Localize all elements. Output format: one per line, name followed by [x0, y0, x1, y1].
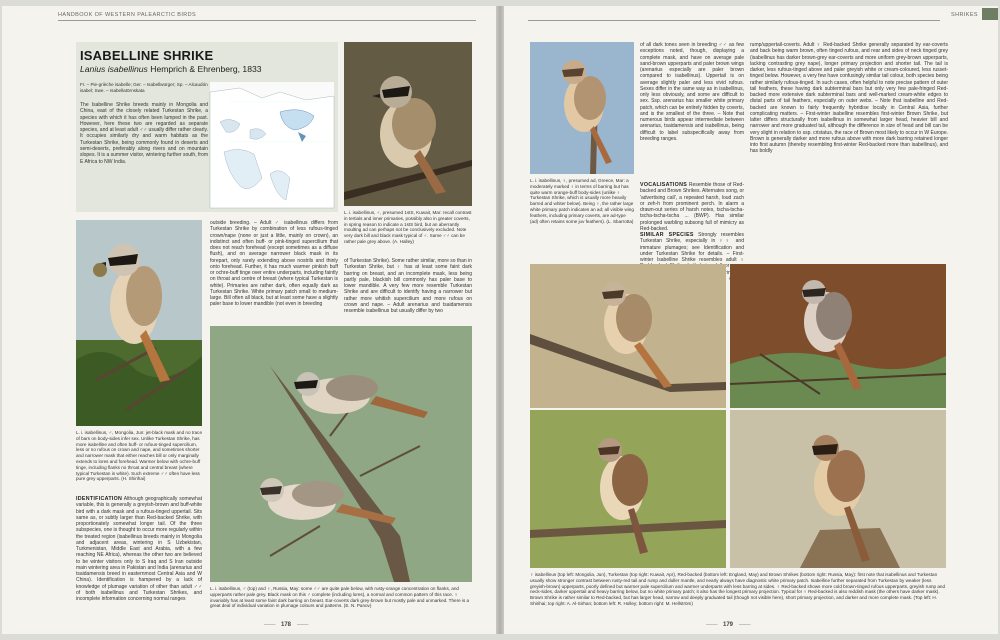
folio-178: 178 [281, 622, 292, 628]
section-tab [982, 8, 998, 20]
range-map-svg [210, 82, 334, 208]
similar-species-body: Strongly resembles Turkestan Shrike, especially in ♀♀ and immature plumages; see Identification and under Turkestan Shrike for details. – First-winter Isabelline Shrike resembles adult ♀ or [640, 232, 744, 270]
running-head-left: HANDBOOK OF WESTERN PALEARCTIC BIRDS [58, 12, 197, 18]
similar-species-text [640, 232, 744, 270]
species-alt-names: Fr. – Pie-grièche isabelle; Ger. – Isabellwürger; Sp. – Alcaudón isabel; Swe. – Isabellatörnskata [80, 82, 208, 93]
similar-species-heading: SIMILAR SPECIES [640, 232, 694, 238]
bird-photo-svg [530, 264, 726, 408]
right-page [504, 6, 998, 634]
identification-body: Although geographically somewhat variable, this is generally a greyish-brown and buff-white bird with a dark mask and a rufous-tinged uppertail. Sits same as, or subtly larger than Red-backed Shrike, with proportionately somewhat longer tail. Of the three subspecies, one is thought to occur more regularly within the treated region (isabellinus breeds mainly in Mongolia and adjacent areas, wintering in S Uzbekistan, Turkmenistan, Middle East and Arabia, with a few reaching NE Africa), whereas the other two are believed to be winter visitors only to S Iraq and S Iran outside main wintering area in Pakistan and India (arenarius and tsaidamensis breed in easternmost Central Asia and W China). Identification is hampered by a lack of knowledge of plumage variation of other than adult ♂♂ of both isabellinus and Turkestan Shrikes, and incomplete information concerning normal ranges [76, 496, 202, 602]
species-intro: The Isabelline Shrike breeds mainly in Mongolia and China, east of the closely related Turkestan Shrike, a species with which it has often been lumped in the past. However, here these two are regarded as separate species, and at least adult ♂♂ usually differ rather clearly. It occupies similarly dry and warm habitats as the Turkestan Shrike, being commonly found in deserts and semi-deserts, preferably along rivers and on mountain slopes. It is a summer visitor, wintering further south, from E Africa to NW India. [80, 102, 208, 165]
photo-pair-russia [210, 326, 472, 582]
identification-text [76, 496, 202, 622]
page-number-right: —— 179 —— [706, 622, 751, 628]
identification-heading: IDENTIFICATION [76, 496, 123, 502]
bird-photo-svg [344, 42, 472, 206]
column3-text: of Turkestan Shrike). Some rather similar, more so than in Turkestan Shrike, but ♀ has at least some faint dark barring on breast, and an incomplete mask, less being partly pale, blackish bill commonly has paler base to lower mandible. A very few more resemble Turkestan Shrike and are difficult to identify having a narrower but rather more whitish supercilium and more rufous on crown and nape. – Adult arenarius and tsaidamensis resemble isabellinus but usually differ by two [344, 258, 472, 314]
running-head-right: SHRIKES [951, 12, 978, 18]
photo-turkestan-kuwait [730, 264, 946, 408]
header-rule [58, 20, 476, 21]
page-number-left: —— 178 —— [264, 622, 309, 628]
photo-male-mongolia [76, 220, 202, 426]
bird-photo-svg [76, 220, 202, 426]
caption-bottom-right: ♀ isabellinus (top left: Mongolia, Jun), Turkestan (top right: Kuwait, Apr), Red-backed (bottom left: England, May) and Brown Shrikes (bottom right: Russia, May): first note that isabellinus and Turkestan usually show stronger contrast between rusty-red tail and rump and duller mantle, and nearly always have diagnostic white primary patch. Isabelline further separated from Turkestan by weaker (less greyish-brown) upperparts, poorly defined but warmer pale supercilium and warmer underparts with less barring at sides. ♀ Red-backed shows more cold brown-tinged rufous upperparts, greyish rump and neck-sides, darker uppertail and heavy barring below, but no white primary patch; it also has the longest primary projection. Typical for ♀ Red-backed is also reddish mask (the others have darker mask). Brown Shrike is rather similar to Red-backed, but has larger head, narrow and deeply graduated tail (though not visible here), short primary projection, and darker and more complete mask. (Top left: H. Shirihai; top right: A. Al-Sirhan; bottom left: R. Holley; bottom right: M. Hellström) [530, 572, 946, 606]
range-map [210, 82, 334, 208]
vocalisations-body: Resemble those of Red-backed and Brown Shrikes. Alternates song, or 'advertising call', a repeated harsh, loud zach or zeh-h from prominent perch. In alarm a drawn-out series of harsh notes, tscha-tscha-tscha-tscha-tscha ... (BWP). Has similar prolonged warbling subsong full of mimicry as Red-backed. [640, 182, 744, 232]
photo-brown-russia [730, 410, 946, 568]
photo-redbacked-england [530, 410, 726, 568]
caption-left: L. i. isabellinus, ♂, Mongolia, Jun: jet-black mask and no trace of bars on body-sides infer sex. Unlike Turkestan Shrike, has more isabelline and often buff- or rufous-tinged supercilium, less or no rufous on crown and nape, and sometimes shorter and narrower mask that either reaches bill or only marginally extends to lores and forehead. Warmer below with ochre-buff tinge, including flanks no throat and central breast (where typical Turkestan is white). Such extreme ♂♂ often have less pure grey upperparts. (H. Shirihai) [76, 430, 203, 482]
bird-photo-svg [730, 410, 946, 568]
column1-text: of all dark tones seen in breeding ♂♂ as few exceptions noted, though, displaying a complete mask, and have on average pale sand-brown upperparts and paler brown wings (arenarius especially are paler brown compared to isabellinus). Uppertail is on average slightly paler and less vivid rufous. Sexes differ in the same way as in isabellinus, only less obviously, and some are difficult to sex. Ssp. arenarius has smaller white primary patch, which can be entirely hidden by coverts, and is the smallest of the three. – Note that numerous birds appear intermediate between arenarius, tsaidamensis and isabellinus, being difficult to label subspecifically away from breeding ranges. [640, 42, 744, 142]
photo-male-kuwait [344, 42, 472, 206]
bird-photo-svg [530, 42, 634, 174]
left-page [2, 6, 496, 634]
vocalisations-text [640, 182, 744, 230]
caption-top-left: L. i. isabellinus, ♀, presumed ad, Greece, Mar: a moderately marked ♀ in terms of barring but has quite warm orange-buff body-sides (unlike ♀ Turkestan Shrike, which is usually more heavily barred and whiter below). Being ♀, the rather large white primary patch indicates an ad; all visible wing feathers, including primary coverts, are ad-type (ad) often retains some juv feathers). (L. Sbarrotta) [530, 178, 634, 224]
scientific-name: Lanius isabellinus [80, 64, 148, 74]
book-gutter [496, 6, 504, 634]
bird-photo-svg [210, 326, 472, 582]
vocalisations-heading: VOCALISATIONS [640, 182, 688, 188]
column2-text: outside breeding. – Adult ♂ isabellinus differs from Turkestan Shrike by combination of less rufous-tinged crown/nape (none or just a little, mainly on crown), an indistinct and often buff- or pink-tinged supercilium that does not reach forehead (except sometimes as a diffuse flush), and on average narrower black mask in its forepart, only rarely extending above nostrils and thinly onto forehead. Further, it has much warmer pinkish buff or ochre-buff tinge over entire underparts, including faintly on throat and centre of breast (where typical Turkestan is white). Primaries are rather dark, often equally dark as Turkestan Shrike. White primary patch small to medium-large. Bill often all black, but at least some have a slightly paler base to lower mandible (not even in breeding [210, 220, 338, 308]
species-box [76, 42, 338, 212]
species-scientific [80, 64, 262, 74]
caption-bottom-left: L. i. isabellinus, ♂ (top) and ♀, Russia, May: some ♂♂ are quite pale below, with rusty-orange concentration on flanks, and upperparts rather pale grey. Black mask on this ♂ complete (including lores), a normal and common pattern of this race. ♀ invariably has at least some faint dark barring on breast. Ear-coverts dark grey-brown but mostly pale and unmarked. There is a great deal of individual variation in plumage colours and patterns. (E. N. Panov) [210, 586, 470, 609]
column2-text: rump/uppertail-coverts. Adult ♀ Red-backed Shrike generally separated by ear-coverts and back being warm brown, often tinged rufous, and rear and sides of neck tinged grey (isabellinus has darker brown-grey ear-coverts and more uniform grey-brown upperparts, lacking contrasting grey nape), longer primary projection and shorter tail. The tail is darker, less rufous-tinged above and paler greyish white or cream-coloured, less russet-tinged below. However, a very few have confusingly similar tail colour, both species being rather similarly rufous-tinged. In such cases, often helpful to note precise pattern of outer tail feathers, these having dark subterminal bars but only very few pale-fringed Red-backed more extensive dark subterminal bars and well-marked cream-white edges to distal parts of tail feathers, especially on outer webs. – Note that isabelline and Red-backed are known to fairly frequently hybridise locally in Central Asia, further complicating matters. – First-winter isabelline resembles first-winter Brown Shrike, but latter differs structurally from isabellinus in somewhat larger head, heavier bill and narrower and more graduated tail, although the difference in size of head and bill can be very slight in relation to ssp. cristatus, the race of Brown most likely to occur in W Europe. Brown is generally darker and more rufous above with more dark barring retained longer into first autumn (thereby resembling first-winter Red-backed more than isabellinus), and has boldly [750, 42, 948, 155]
caption-top-right: L. i. isabellinus, ♂, presumed 1stS, Kuwait, Mar: recall contrast in tertials and inner primaries, possibly also in greater coverts, in spring reason to indicate a 1stS bird, but an aberrantly moulting ad can perhaps not be conclusively excluded. Note very dark bill and black mask typical of ♂. Same ♂♂ can be rather pale grey above. (A. Halley) [344, 210, 472, 244]
bird-photo-svg [530, 410, 726, 568]
photo-female-greece [530, 42, 634, 174]
header-rule [528, 20, 940, 21]
species-author: Hemprich & Ehrenberg, 1833 [150, 64, 262, 74]
folio-179: 179 [723, 622, 734, 628]
species-title: ISABELLINE SHRIKE [80, 48, 214, 63]
photo-isabellinus-mongolia [530, 264, 726, 408]
bird-photo-svg [730, 264, 946, 408]
